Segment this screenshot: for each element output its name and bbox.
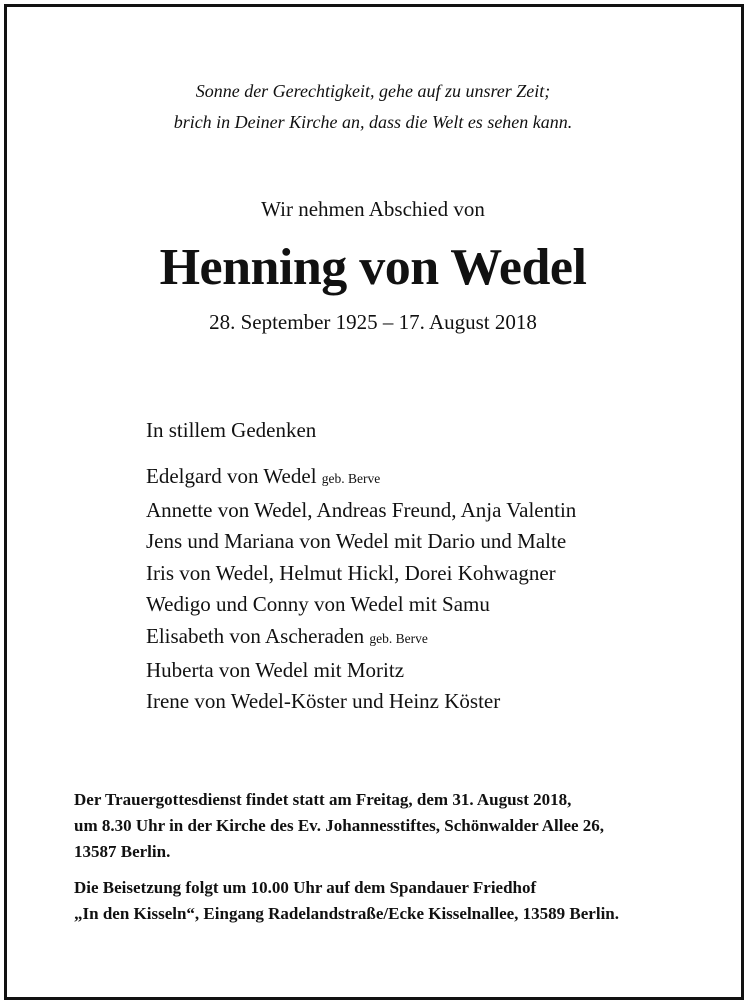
notice-line: „In den Kisseln“, Eingang Radelandstraße/Ecke Kisselnallee, 13589 Berlin.: [74, 904, 620, 923]
maiden-name-note: geb. Berve: [369, 630, 428, 646]
mourner-line: Huberta von Wedel mit Moritz: [146, 657, 405, 682]
memorial-heading: In stillem Gedenken: [146, 418, 317, 442]
mourners-list: [146, 461, 726, 718]
farewell-intro: Wir nehmen Abschied von: [261, 197, 485, 221]
notice-line: um 8.30 Uhr in der Kirche des Ev. Johannesstiftes, Schönwalder Allee 26,: [74, 816, 605, 835]
mourner-line: Iris von Wedel, Helmut Hickl, Dorei Kohwagner: [146, 560, 556, 585]
deceased-name: Henning von Wedel: [159, 239, 587, 296]
burial-notice: [74, 875, 714, 927]
scripture-verse: [0, 76, 746, 138]
life-dates: 28. September 1925 – 17. August 2018: [209, 310, 537, 334]
maiden-name-note: geb. Berve: [321, 471, 381, 486]
notice-line: Die Beisetzung folgt um 10.00 Uhr auf dem Spandauer Friedhof: [74, 878, 537, 897]
mourner-line: Elisabeth von Ascheraden geb. Berve: [146, 623, 428, 648]
verse-line: brich in Deiner Kirche an, dass die Welt es sehen kann.: [173, 112, 573, 132]
mourner-line: Annette von Wedel, Andreas Freund, Anja Valentin: [146, 497, 577, 522]
mourner-line: Irene von Wedel-Köster und Heinz Köster: [146, 689, 501, 714]
notice-line: Der Trauergottesdienst findet statt am Freitag, dem 31. August 2018,: [74, 790, 572, 809]
notice-line: 13587 Berlin.: [74, 842, 171, 861]
mourner-line: Edelgard von Wedel geb. Berve: [146, 464, 381, 488]
mourner-line: Jens und Mariana von Wedel mit Dario und Malte: [146, 529, 567, 554]
mourner-line: Wedigo und Conny von Wedel mit Samu: [146, 592, 490, 617]
funeral-service-notice: [74, 787, 714, 865]
verse-line: Sonne der Gerechtigkeit, gehe auf zu unsrer Zeit;: [195, 81, 551, 101]
